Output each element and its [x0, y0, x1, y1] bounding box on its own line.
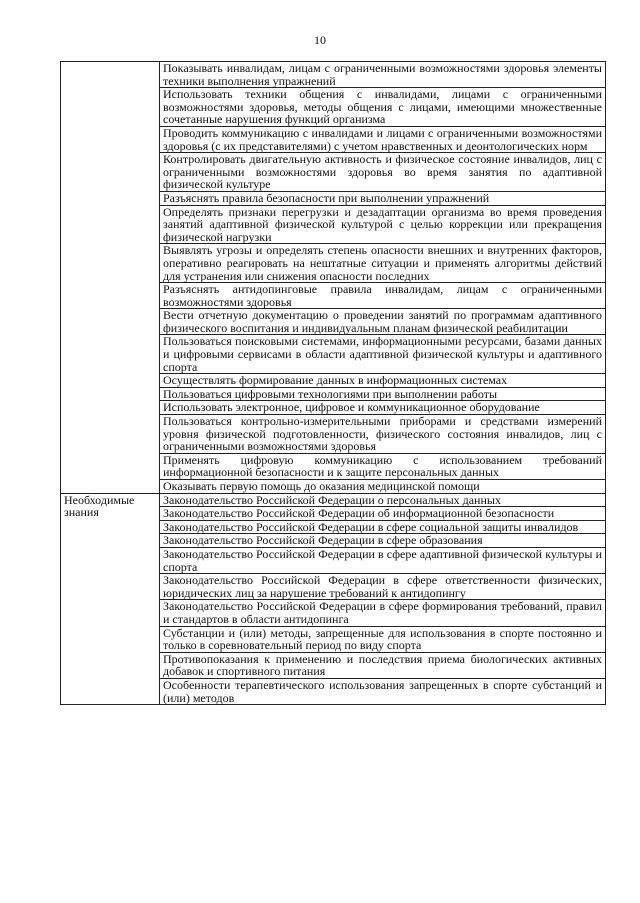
skills-item: Выявлять угрозы и определять степень опасности внешних и внутренних факторов, оперативно реагировать на нештатные ситуации и применять алгоритмы действий для устранения или снижения опасности последних [160, 244, 606, 283]
knowledge-label-cell: Необходимые знания [61, 493, 160, 705]
skills-item: Пользоваться цифровыми технологиями при выполнении работы [160, 387, 606, 401]
skills-item: Показывать инвалидам, лицам с ограниченными возможностями здоровья элементы техники выполнения упражнений [160, 62, 606, 88]
skills-item: Осуществлять формирование данных в информационных системах [160, 374, 606, 388]
knowledge-item: Законодательство Российской Федерации в сфере образования [160, 534, 606, 548]
skills-row [61, 62, 606, 88]
skills-item: Пользоваться поисковыми системами, информационными ресурсами, базами данных и цифровыми сервисами в области адаптивной физической культуры и адаптивного спорта [160, 335, 606, 374]
skills-item: Пользоваться контрольно-измерительными приборами и средствами измерений уровня физической подготовленности, физического состояния инвалидов, лиц с ограниченными возможностями здоровья [160, 415, 606, 454]
knowledge-item: Законодательство Российской Федерации в сфере ответственности физических, юридических лиц за нарушение требований к антидопингу [160, 574, 606, 600]
skills-item: Оказывать первую помощь до оказания медицинской помощи [160, 480, 606, 494]
knowledge-row [61, 493, 606, 507]
skills-item: Использовать электронное, цифровое и коммуникационное оборудование [160, 401, 606, 415]
skills-item: Вести отчетную документацию о проведении занятий по программам адаптивного физического воспитания и индивидуальным планам физической реабилитации [160, 309, 606, 335]
knowledge-item: Законодательство Российской Федерации в сфере формирования требований, правил и стандартов в области антидопинга [160, 600, 606, 626]
skills-item: Использовать техники общения с инвалидами, лицами с ограниченными возможностями здоровья, методы общения с лицами, имеющими множественные сочетанные нарушения функций организма [160, 88, 606, 127]
competency-table-body [61, 62, 606, 705]
knowledge-item: Противопоказания к применению и последствия приема биологических активных добавок и спортивного питания [160, 652, 606, 678]
skills-label-cell [61, 62, 160, 494]
knowledge-item: Законодательство Российской Федерации в сфере социальной защиты инвалидов [160, 520, 606, 534]
knowledge-item: Субстанции и (или) методы, запрещенные для использования в спорте постоянно и только в соревновательный период по виду спорта [160, 626, 606, 652]
skills-item: Применять цифровую коммуникацию с использованием требований информационной безопасности и к защите персональных данных [160, 453, 606, 479]
skills-item: Проводить коммуникацию с инвалидами и лицами с ограниченными возможностями здоровья (с их представителями) с учетом нравственных и деонтологических норм [160, 126, 606, 152]
page-number: 10 [314, 33, 326, 47]
knowledge-item: Законодательство Российской Федерации о персональных данных [160, 493, 606, 507]
competency-table [60, 61, 606, 705]
skills-item: Определять признаки перегрузки и дезадаптации организма во время проведения занятий адаптивной физической культурой с целью коррекции или прекращения физической нагрузки [160, 205, 606, 244]
knowledge-item: Особенности терапевтического использования запрещенных в спорте субстанций и (или) методов [160, 678, 606, 704]
knowledge-item: Законодательство Российской Федерации об информационной безопасности [160, 507, 606, 521]
knowledge-item: Законодательство Российской Федерации в сфере адаптивной физической культуры и спорта [160, 547, 606, 573]
skills-item: Разъяснять правила безопасности при выполнении упражнений [160, 191, 606, 205]
skills-item: Контролировать двигательную активность и физическое состояние инвалидов, лиц с ограниченными возможностями здоровья во время занятия по адаптивной физической культуре [160, 153, 606, 192]
skills-item: Разъяснять антидопинговые правила инвалидам, лицам с ограниченными возможностями здоровья [160, 283, 606, 309]
